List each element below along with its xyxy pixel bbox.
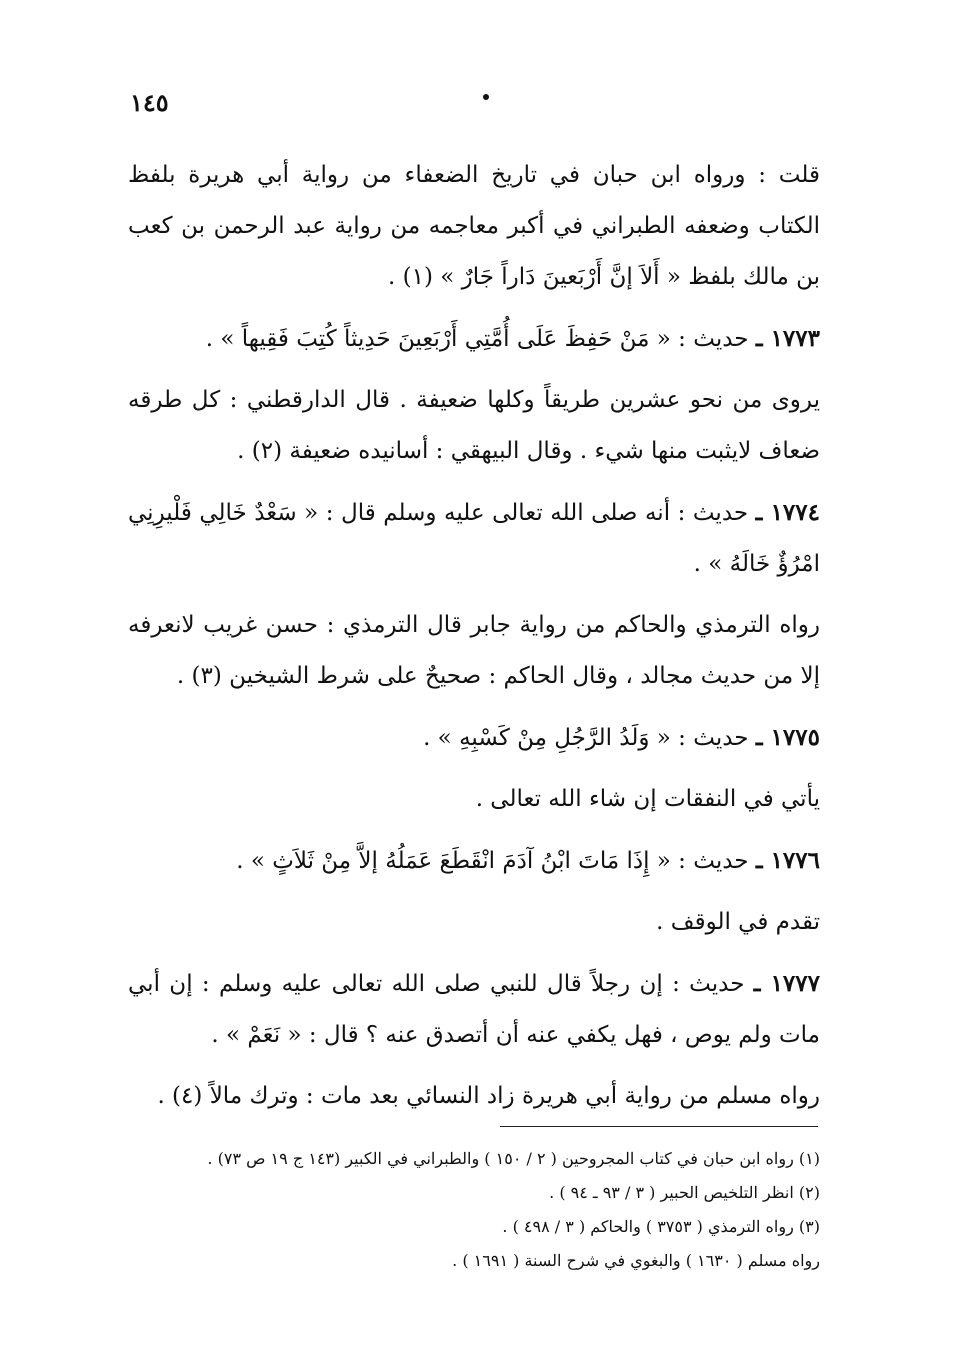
header-dot [483, 94, 489, 100]
hadith-1775 [128, 712, 820, 764]
paragraph-text: يأتي في النفقات إن شاء الله تعالى . [475, 786, 820, 812]
footnote-divider [500, 1126, 818, 1127]
hadith-1774 [128, 487, 820, 590]
hadith-number: ١٧٧٧ ـ [753, 970, 820, 997]
hadith-1773 [128, 313, 820, 365]
hadith-number: ١٧٧٦ ـ [755, 847, 820, 874]
paragraph-text: يروى من نحو عشرين طريقاً وكلها ضعيفة . قال الدارقطني : كل طرقه ضعاف لايثبت منها شيء . وقال البيهقي : أسانيده ضعيفة (٢) . [128, 387, 820, 464]
footnotes [128, 1142, 820, 1278]
paragraph-commentary-1 [128, 150, 820, 303]
paragraph-text: رواه الترمذي والحاكم من رواية جابر قال الترمذي : حسن غريب لانعرفه إلا من حديث مجالد ، وقال الحاكم : صحيحٌ على شرط الشيخين (٣) . [128, 612, 820, 689]
paragraph-commentary-5 [128, 897, 820, 948]
paragraph-text: تقدم في الوقف . [656, 909, 820, 935]
hadith-number: ١٧٧٤ ـ [755, 499, 820, 526]
paragraph-commentary-3 [128, 600, 820, 702]
paragraph-commentary-4 [128, 774, 820, 825]
hadith-text: حديث : إن رجلاً قال للنبي صلى الله تعالى عليه وسلم : إن أبي مات ولم يوص ، فهل يكفي عنه أن أتصدق عنه ؟ قال : « نَعَمْ » . [128, 971, 820, 1048]
paragraph-commentary-6 [128, 1071, 820, 1122]
paragraph-text: قلت : ورواه ابن حبان في تاريخ الضعفاء من رواية أبي هريرة بلفظ الكتاب وضعفه الطبراني في أكبر معاجمه من رواية عبد الرحمن بن كعب بن مالك بلفظ « أَلاَ إنَّ أَرْبَعينَ دَاراً جَارٌ » (١) . [128, 162, 820, 290]
hadith-1776 [128, 835, 820, 887]
footnote-2: (٢) انظر التلخيص الحبير ( ٣ / ٩٣ ـ ٩٤ ) . [549, 1183, 820, 1202]
hadith-number: ١٧٧٣ ـ [755, 325, 820, 352]
main-text [128, 150, 820, 1132]
paragraph-text: رواه مسلم من رواية أبي هريرة زاد النسائي بعد مات : وترك مالاً (٤) . [157, 1083, 820, 1109]
paragraph-commentary-2 [128, 375, 820, 477]
hadith-text: حديث : « وَلَدُ الرَّجُلِ مِنْ كَسْبِهِ » . [423, 725, 749, 751]
hadith-text: حديث : « مَنْ حَفِظَ عَلَى أُمَّتِي أَرْبَعِينَ حَدِيثاً كُتِبَ فَقِيهاً » . [205, 326, 749, 352]
footnote-4: رواه مسلم ( ١٦٣٠ ) والبغوي في شرح السنة ( ١٦٩١ ) . [452, 1251, 820, 1270]
footnote-3: (٣) رواه الترمذي ( ٣٧٥٣ ) والحاكم ( ٣ / ٤٩٨ ) . [502, 1217, 820, 1236]
hadith-number: ١٧٧٥ ـ [755, 724, 820, 751]
footnote-1: (١) رواه ابن حبان في كتاب المجروحين ( ٢ / ١٥٠ ) والطبراني في الكبير (١٤٣ ج ١٩ ص ٧٣) . [207, 1149, 820, 1168]
page-number: ١٤٥ [130, 88, 169, 117]
hadith-text: حديث : أنه صلى الله تعالى عليه وسلم قال : « سَعْدٌ خَالِي فَلْيرِنِي امْرُؤٌ خَالَهُ » . [128, 500, 820, 577]
hadith-text: حديث : « إِذَا مَاتَ ابْنُ آدَمَ انْقَطَعَ عَمَلُهُ إلاَّ مِنْ ثَلاَثٍ » . [236, 848, 749, 874]
hadith-1777 [128, 958, 820, 1061]
